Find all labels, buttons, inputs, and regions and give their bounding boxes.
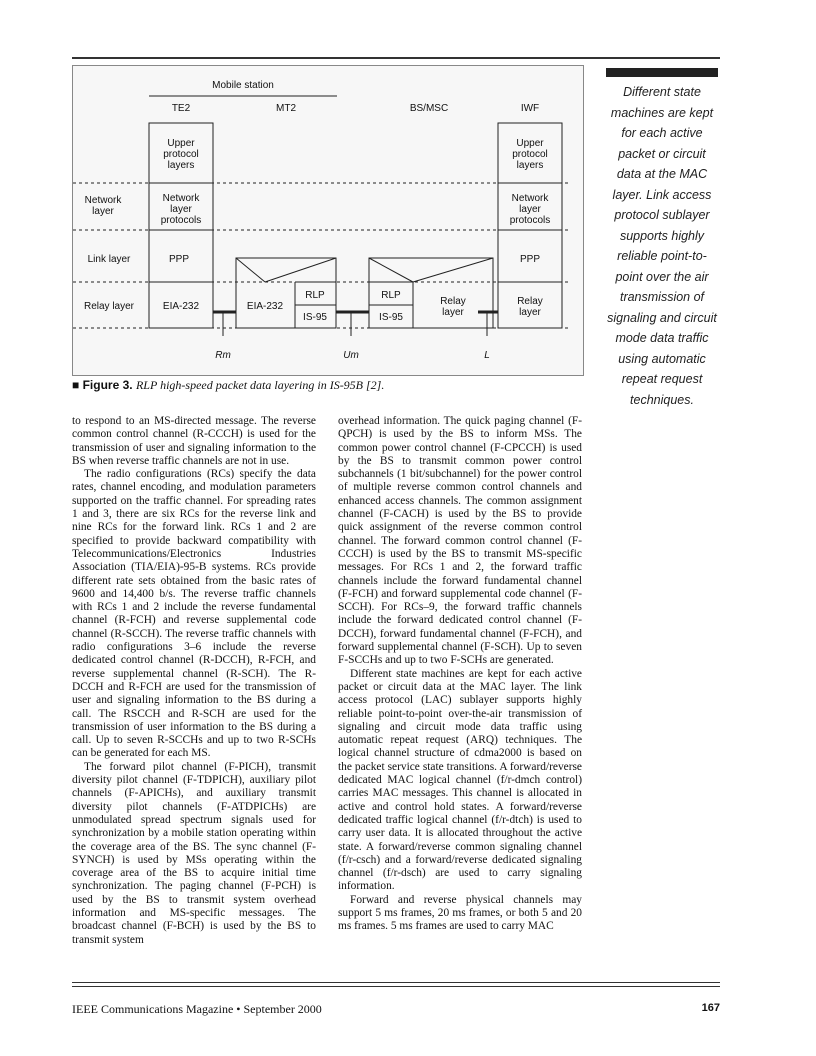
row-label-network: Network bbox=[84, 195, 122, 206]
upper-label-iwf: Upper bbox=[516, 138, 544, 149]
upper-label-iwf: protocol bbox=[512, 149, 548, 160]
top-rule bbox=[72, 57, 720, 59]
paragraph: The radio configurations (RCs) specify the data rates, channel encoding, and modulation parameters supported on the traffic channel. For spreading rates 1 and 3, there are six RCs for the reverse link and nine RCs for the forward link. RCs 1 and 2 are specified to provide backward compatibility with Telecommunications/Electronics Industries Association (TIA/EIA)-95-B systems. RCs provide different rate sets obtained from the basic rates of 9600 and 14,400 b/s. The reverse traffic channels with RCs 1 and 2 include the reverse fundamental channel (R-FCH) and reverse supplemental code channel (R-SCCH). The reverse traffic channels with radio configurations 3–6 include the reverse dedicated control channel (R-DCCH), R-FCH, and reverse supplemental channel (R-SCH). The R-DCCH and R-FCH are used for the transmission of user and signaling information to the BS during a call. The RSCCH and R-SCH are used for the transmission of user information to the BS during a call. Up to seven R-SCCHs and up to two R-SCHs can be generated for each MS. bbox=[72, 468, 316, 760]
upper-label-te2: Upper bbox=[167, 138, 195, 149]
bottom-rule-2 bbox=[72, 986, 720, 987]
figure-caption bbox=[72, 378, 584, 393]
eia232-mt2: EIA-232 bbox=[246, 301, 284, 312]
ppp-te2: PPP bbox=[168, 254, 190, 265]
label-te2: TE2 bbox=[171, 103, 191, 114]
bottom-rule bbox=[72, 982, 720, 983]
paragraph: Different state machines are kept for each active packet or circuit data at the MAC layer. The link access protocol (LAC) sublayer supports highly reliable point-to-point over-the-air transmission of signaling and circuit mode data traffic using automatic repeat request (ARQ) techniques. The logical channel structure of cdma2000 is based on the packet service state transitions. A forward/reverse dedicated MAC logical channel (f/r-dmch control) carries MAC messages. This channel is allocated in active and control hold states. A forward/reverse dedicated traffic logical channel (f/r-dtch) is used to carry user data. It is allocated throughout the active state. A forward/reverse common signaling channel (f/r-csch) and a forward/reverse dedicated signaling channel (f/r-dsch) are used to carry signaling information. bbox=[338, 667, 582, 893]
row-label-network: layer bbox=[92, 206, 114, 217]
rlp-mt2: RLP bbox=[305, 290, 325, 301]
rlp-bs: RLP bbox=[381, 290, 401, 301]
label-bsmsc: BS/MSC bbox=[409, 103, 449, 114]
relay-iwf: layer bbox=[519, 307, 541, 318]
layering-diagram bbox=[73, 66, 585, 377]
upper-label-te2: layers bbox=[167, 160, 195, 171]
paragraph: The forward pilot channel (F-PICH), transmit diversity pilot channel (F-TDPICH), auxiliary pilot channels (F-APICHs), and auxiliary transmit diversity pilot channels (F-ATDPICHs) are unmodulated spread spectrum signals used for synchronization by a mobile station operating within the coverage area of the BS. The sync channel (F-SYNCH) is used by MSs operating within the coverage area of the BS to acquire initial time synchronization. The paging channel (F-PCH) is used by the BS to transmit system overhead information and MS-specific messages. The broadcast channel (F-BCH) is used by the BS to transmit system bbox=[72, 760, 316, 946]
caption-text: RLP high-speed packet data layering in IS-95B [2]. bbox=[135, 378, 385, 392]
paragraph: overhead information. The quick paging channel (F-QPCH) is used by the BS to inform MSs. The common power control channel (F-CPCCH) is used by the BS to transmit common power control subchannels (1 bit/subchannel) for the power control of multiple reverse common control channels and enhanced access channels. The common assignment channel (F-CACH) is used by the BS to provide quick assignment of the reverse common control channel. The forward common control channel (F-CCCH) is used by the BS to transmit MS-specific messages. For RCs 1 and 2, the forward traffic channels include the forward fundamental channel (F-FCH) and forward supplemental code channel (F-SCCH). For RCs–9, the forward traffic channels include the forward dedicated control channel (F-DCCH), forward fundamental channel (F-FCH), and forward supplemental channel (F-SCH). Up to seven F-SCCHs and up to two F-SCHs are generated. bbox=[338, 415, 582, 667]
figure-3 bbox=[72, 65, 584, 376]
paragraph: Forward and reverse physical channels may support 5 ms frames, 20 ms frames, or both 5 and 20 ms frames. 5 ms frames are used to carry MAC bbox=[338, 893, 582, 933]
upper-label-iwf: layers bbox=[516, 160, 544, 171]
interface-rm: Rm bbox=[215, 350, 231, 361]
netproto-te2: layer bbox=[170, 204, 192, 215]
paragraph: to respond to an MS-directed message. The reverse common control channel (R-CCCH) is used for the transmission of user and signaling information to the BS when reverse traffic channels are not in use. bbox=[72, 415, 316, 467]
footer-journal: IEEE Communications Magazine • September 2000 bbox=[72, 1002, 322, 1016]
sidebar-bar bbox=[606, 68, 718, 77]
is95-mt2: IS-95 bbox=[303, 312, 327, 323]
relay-bs: layer bbox=[442, 307, 464, 318]
label-iwf: IWF bbox=[520, 103, 540, 114]
netproto-iwf: Network bbox=[511, 193, 549, 204]
page-number: 167 bbox=[701, 1002, 720, 1014]
interface-um: Um bbox=[343, 350, 359, 361]
netproto-te2: protocols bbox=[160, 215, 202, 226]
pull-quote: Different state machines are kept for each active packet or circuit data at the MAC layer. Link access protocol sublayer supports highly reliable point-to-point over the air transmission of signaling and circuit mode data traffic using automatic repeat request techniques. bbox=[607, 85, 717, 407]
upper-label-te2: protocol bbox=[163, 149, 199, 160]
netproto-te2: Network bbox=[162, 193, 200, 204]
label-mt2: MT2 bbox=[276, 103, 296, 114]
caption-square-icon: ■ bbox=[72, 378, 83, 392]
netproto-iwf: layer bbox=[519, 204, 541, 215]
row-label-link: Link layer bbox=[87, 254, 131, 265]
is95-bs: IS-95 bbox=[379, 312, 403, 323]
label-mobile-station: Mobile station bbox=[212, 80, 274, 91]
row-label-relay: Relay layer bbox=[83, 301, 135, 312]
netproto-iwf: protocols bbox=[509, 215, 551, 226]
interface-l: L bbox=[484, 350, 490, 361]
relay-bs: Relay bbox=[440, 296, 466, 307]
relay-iwf: Relay bbox=[517, 296, 543, 307]
text-column-1 bbox=[72, 415, 316, 947]
eia232-te2: EIA-232 bbox=[162, 301, 200, 312]
caption-label: Figure 3. bbox=[82, 378, 133, 392]
ppp-iwf: PPP bbox=[519, 254, 541, 265]
text-column-2 bbox=[338, 415, 582, 934]
